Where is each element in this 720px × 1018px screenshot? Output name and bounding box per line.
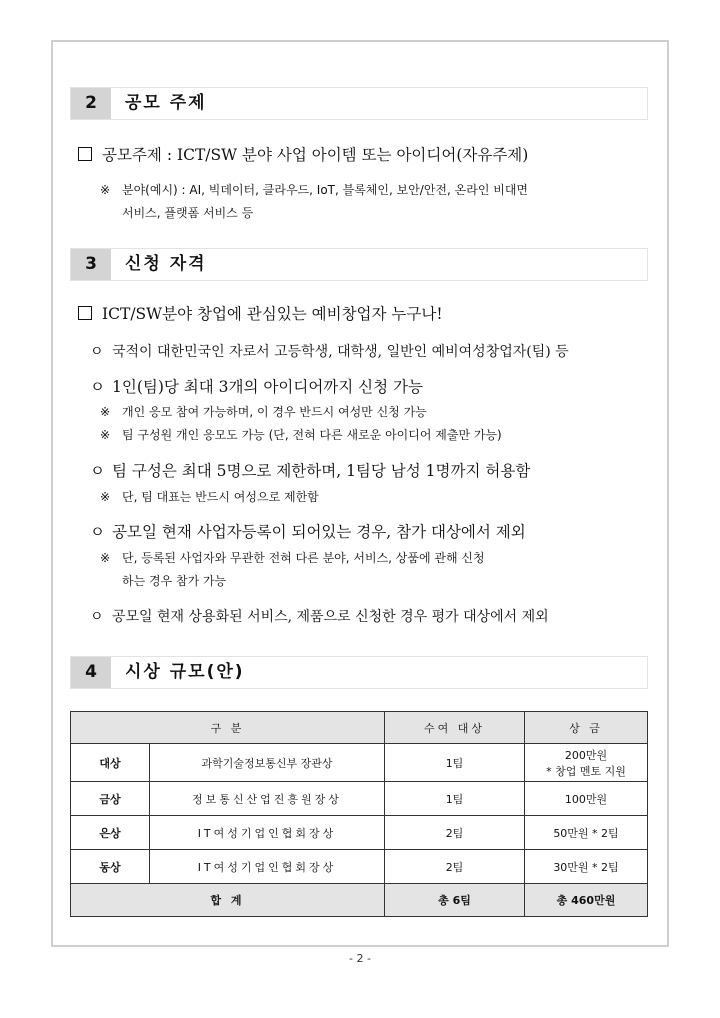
section-title: 공모 주제 — [125, 93, 207, 113]
eligibility-item: ㅇ 국적이 대한민국인 자로서 고등학생, 대학생, 일반인 예비여성창업자(팀) 등 — [90, 344, 569, 360]
eligibility-item: ㅇ 1인(팀)당 최대 3개의 아이디어까지 신청 가능 — [90, 378, 423, 396]
table-row: 금상 정보통신산업진흥원장상 1팀 100만원 — [71, 782, 648, 816]
table-row: 대상 과학기술정보통신부 장관상 1팀 200만원 * 창업 멘토 지원 — [71, 744, 648, 782]
table-row: 동상 IT여성기업인협회장상 2팀 30만원 * 2팀 — [71, 850, 648, 884]
header-prize: 상 금 — [525, 712, 648, 744]
reference-mark: ※ — [100, 183, 111, 197]
table-header-row — [71, 712, 648, 744]
topic-note-cont: 서비스, 플랫폼 서비스 등 — [122, 206, 254, 220]
eligibility-main: ICT/SW분야 창업에 관심있는 예비창업자 누구나! — [78, 302, 443, 324]
eligibility-note: ※ 단, 팀 대표는 반드시 여성으로 제한함 — [100, 490, 319, 504]
section-title: 시상 규모(안) — [125, 662, 245, 682]
eligibility-note: ※ 개인 응모 참여 가능하며, 이 경우 반드시 여성만 신청 가능 — [100, 405, 427, 419]
table-total-row: 합 계 총 6팀 총 460만원 — [71, 884, 648, 917]
eligibility-item: ㅇ 공모일 현재 사업자등록이 되어있는 경우, 참가 대상에서 제외 — [90, 523, 526, 541]
eligibility-item: ㅇ 팀 구성은 최대 5명으로 제한하며, 1팀당 남성 1명까지 허용함 — [90, 462, 531, 480]
checkbox-square-icon — [78, 147, 92, 161]
section-number: 2 — [71, 88, 111, 119]
topic-note: ※ 분야(예시) : AI, 빅데이터, 클라우드, IoT, 블록체인, 보안/안전, 온라인 비대면 — [100, 183, 529, 197]
section-number: 3 — [71, 249, 111, 280]
header-recipient: 수여 대상 — [385, 712, 525, 744]
eligibility-note: ※ 단, 등록된 사업자와 무관한 전혀 다른 분야, 서비스, 상품에 관해 신청 — [100, 551, 485, 565]
eligibility-item: ㅇ 공모일 현재 상용화된 서비스, 제품으로 신청한 경우 평가 대상에서 제외 — [90, 609, 549, 625]
topic-main: 공모주제 : ICT/SW 분야 사업 아이템 또는 아이디어(자유주제) — [78, 143, 528, 165]
section-header-topic — [70, 87, 648, 120]
eligibility-note: ※ 팀 구성원 개인 응모도 가능 (단, 전혀 다른 새로운 아이디어 제출만 가능) — [100, 428, 502, 442]
section-number: 4 — [71, 657, 111, 688]
page-number: - 2 - — [349, 952, 371, 965]
header-category: 구 분 — [71, 712, 385, 744]
section-title: 신청 자격 — [125, 254, 207, 274]
eligibility-note-cont: 하는 경우 참가 가능 — [122, 574, 227, 588]
awards-table — [70, 711, 648, 917]
checkbox-square-icon — [78, 306, 92, 320]
table-row: 은상 IT여성기업인협회장상 2팀 50만원 * 2팀 — [71, 816, 648, 850]
section-header-awards — [70, 656, 648, 689]
section-header-eligibility — [70, 248, 648, 281]
